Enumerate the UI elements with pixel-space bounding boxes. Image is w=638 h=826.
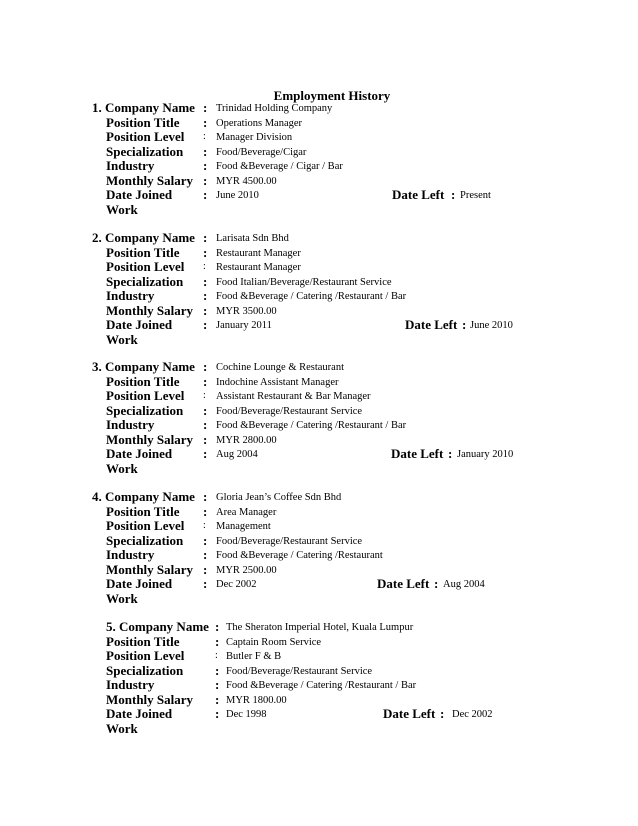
position-level-row: [0, 388, 638, 403]
colon: :: [215, 677, 220, 692]
monthly-salary-row: [0, 692, 638, 707]
industry-value: Food &Beverage / Catering /Restaurant / Bar: [226, 680, 417, 691]
date-joined-value: Dec 1998: [226, 709, 267, 720]
date-joined-row: [0, 576, 638, 591]
work-row: [0, 332, 638, 347]
work-label: Work: [106, 460, 138, 476]
date-joined-label: Date Joined: [106, 446, 173, 461]
colon: :: [203, 143, 208, 159]
colon: :: [203, 302, 208, 318]
colon: :: [203, 561, 208, 577]
position-level-row: [0, 129, 638, 144]
colon: :: [451, 187, 456, 202]
company-name: Trinidad Holding Company: [216, 103, 333, 114]
position-level-row: [0, 648, 638, 663]
position-title-value: Operations Manager: [216, 117, 303, 129]
company-name: The Sheraton Imperial Hotel, Kuala Lumpur: [226, 622, 414, 633]
company-row: [0, 359, 638, 374]
position-level-label: Position Level: [106, 648, 185, 663]
date-left-label: Date Left: [377, 576, 430, 591]
industry-row: [0, 288, 638, 303]
colon: :: [203, 520, 206, 531]
colon: :: [215, 633, 220, 649]
position-level-value: Butler F & B: [226, 651, 282, 662]
date-left-value: January 2010: [457, 449, 514, 460]
position-title-row: [0, 374, 638, 389]
specialization-row: [0, 144, 638, 159]
position-title-value: Indochine Assistant Manager: [216, 376, 339, 388]
specialization-row: [0, 663, 638, 678]
date-left-label: Date Left: [392, 187, 445, 202]
colon: :: [203, 446, 208, 461]
date-left-value: Aug 2004: [443, 579, 485, 590]
date-left-value: Present: [460, 190, 491, 201]
position-title-label: Position Title: [106, 244, 180, 260]
colon: :: [203, 172, 208, 188]
work-label: Work: [106, 590, 138, 606]
position-level-value: Assistant Restaurant & Bar Manager: [216, 391, 371, 402]
company-name: Larisata Sdn Bhd: [216, 233, 289, 244]
specialization-label: Specialization: [106, 662, 184, 678]
industry-value: Food &Beverage / Cigar / Bar: [216, 161, 343, 172]
monthly-salary-value: MYR 1800.00: [226, 694, 287, 706]
colon: :: [203, 359, 208, 374]
position-title-label: Position Title: [106, 503, 180, 519]
work-row: [0, 591, 638, 606]
monthly-salary-row: [0, 173, 638, 188]
date-left-label: Date Left: [391, 446, 444, 461]
colon: :: [203, 576, 208, 591]
colon: :: [203, 288, 208, 303]
industry-value: Food &Beverage / Catering /Restaurant: [216, 550, 383, 561]
colon: :: [440, 706, 445, 721]
industry-row: [0, 677, 638, 692]
monthly-salary-value: MYR 4500.00: [216, 175, 277, 187]
monthly-salary-value: MYR 3500.00: [216, 305, 277, 317]
company-row: [0, 489, 638, 504]
industry-label: Industry: [106, 158, 155, 173]
specialization-label: Specialization: [106, 273, 184, 289]
page-title-text: Employment History: [273, 88, 391, 103]
specialization-value: Food/Beverage/Restaurant Service: [216, 405, 363, 417]
position-title-value: Captain Room Service: [226, 636, 322, 648]
work-label: Work: [106, 720, 138, 736]
colon: :: [462, 317, 467, 332]
monthly-salary-label: Monthly Salary: [106, 561, 194, 577]
position-title-row: [0, 115, 638, 130]
date-left-value: Dec 2002: [452, 709, 493, 720]
colon: :: [203, 158, 208, 173]
industry-row: [0, 158, 638, 173]
company-row: [0, 230, 638, 245]
position-title-label: Position Title: [106, 373, 180, 389]
colon: :: [203, 489, 208, 504]
specialization-row: [0, 274, 638, 289]
position-level-label: Position Level: [106, 259, 185, 274]
position-title-value: Restaurant Manager: [216, 247, 301, 259]
position-level-row: [0, 259, 638, 274]
position-title-row: [0, 245, 638, 260]
industry-value: Food &Beverage / Catering /Restaurant / Bar: [216, 291, 407, 302]
company-name: Gloria Jean’s Coffee Sdn Bhd: [216, 492, 342, 503]
date-joined-value: Aug 2004: [216, 449, 258, 460]
monthly-salary-row: [0, 303, 638, 318]
position-level-label: Position Level: [106, 388, 185, 403]
work-label: Work: [106, 201, 138, 217]
specialization-value: Food/Beverage/Restaurant Service: [226, 665, 373, 677]
industry-label: Industry: [106, 288, 155, 303]
monthly-salary-row: [0, 562, 638, 577]
work-label: Work: [106, 331, 138, 347]
company-heading: 5. Company Name: [106, 619, 209, 634]
colon: :: [215, 650, 218, 661]
industry-label: Industry: [106, 547, 155, 562]
colon: :: [203, 131, 206, 142]
date-joined-value: January 2011: [216, 320, 272, 331]
colon: :: [203, 503, 208, 519]
date-joined-row: [0, 317, 638, 332]
date-joined-value: June 2010: [216, 190, 259, 201]
work-row: [0, 202, 638, 217]
colon: :: [203, 100, 208, 115]
colon: :: [203, 532, 208, 548]
date-joined-row: [0, 446, 638, 461]
date-joined-label: Date Joined: [106, 317, 173, 332]
specialization-label: Specialization: [106, 532, 184, 548]
colon: :: [203, 230, 208, 245]
company-row: [0, 100, 638, 115]
work-row: [0, 721, 638, 736]
position-level-row: [0, 518, 638, 533]
colon: :: [215, 662, 220, 678]
position-title-row: [0, 634, 638, 649]
colon: :: [203, 402, 208, 418]
colon: :: [203, 114, 208, 130]
company-row: [0, 619, 638, 634]
specialization-value: Food/Beverage/Cigar: [216, 146, 307, 158]
industry-label: Industry: [106, 417, 155, 432]
colon: :: [203, 317, 208, 332]
date-left-value: June 2010: [470, 320, 513, 331]
colon: :: [203, 390, 206, 401]
position-title-label: Position Title: [106, 633, 180, 649]
colon: :: [203, 547, 208, 562]
monthly-salary-row: [0, 432, 638, 447]
colon: :: [434, 576, 439, 591]
position-level-value: Manager Division: [216, 132, 293, 143]
colon: :: [203, 187, 208, 202]
position-title-value: Area Manager: [216, 506, 277, 518]
industry-row: [0, 547, 638, 562]
colon: :: [448, 446, 453, 461]
specialization-label: Specialization: [106, 402, 184, 418]
company-heading: 1. Company Name: [92, 100, 195, 115]
company-heading: 3. Company Name: [92, 359, 195, 374]
date-left-label: Date Left: [383, 706, 436, 721]
specialization-row: [0, 533, 638, 548]
position-title-row: [0, 504, 638, 519]
monthly-salary-label: Monthly Salary: [106, 431, 194, 447]
colon: :: [215, 691, 220, 707]
position-level-label: Position Level: [106, 129, 185, 144]
monthly-salary-label: Monthly Salary: [106, 691, 194, 707]
colon: :: [203, 417, 208, 432]
date-joined-label: Date Joined: [106, 706, 173, 721]
colon: :: [203, 244, 208, 260]
colon: :: [203, 261, 206, 272]
monthly-salary-value: MYR 2800.00: [216, 434, 277, 446]
date-joined-value: Dec 2002: [216, 579, 257, 590]
industry-row: [0, 417, 638, 432]
position-level-value: Management: [216, 521, 271, 532]
monthly-salary-label: Monthly Salary: [106, 172, 194, 188]
colon: :: [203, 431, 208, 447]
specialization-row: [0, 403, 638, 418]
position-title-label: Position Title: [106, 114, 180, 130]
monthly-salary-value: MYR 2500.00: [216, 564, 277, 576]
industry-label: Industry: [106, 677, 155, 692]
date-joined-row: [0, 187, 638, 202]
monthly-salary-label: Monthly Salary: [106, 302, 194, 318]
colon: :: [215, 706, 220, 721]
work-row: [0, 461, 638, 476]
specialization-label: Specialization: [106, 143, 184, 159]
colon: :: [203, 373, 208, 389]
position-level-value: Restaurant Manager: [216, 262, 301, 273]
specialization-value: Food Italian/Beverage/Restaurant Service: [216, 276, 392, 288]
specialization-value: Food/Beverage/Restaurant Service: [216, 535, 363, 547]
company-heading: 4. Company Name: [92, 489, 195, 504]
colon: :: [203, 273, 208, 289]
company-heading: 2. Company Name: [92, 230, 195, 245]
industry-value: Food &Beverage / Catering /Restaurant / Bar: [216, 420, 407, 431]
colon: :: [215, 619, 220, 634]
date-joined-label: Date Joined: [106, 576, 173, 591]
date-joined-label: Date Joined: [106, 187, 173, 202]
date-joined-row: [0, 706, 638, 721]
position-level-label: Position Level: [106, 518, 185, 533]
date-left-label: Date Left: [405, 317, 458, 332]
company-name: Cochine Lounge & Restaurant: [216, 362, 345, 373]
